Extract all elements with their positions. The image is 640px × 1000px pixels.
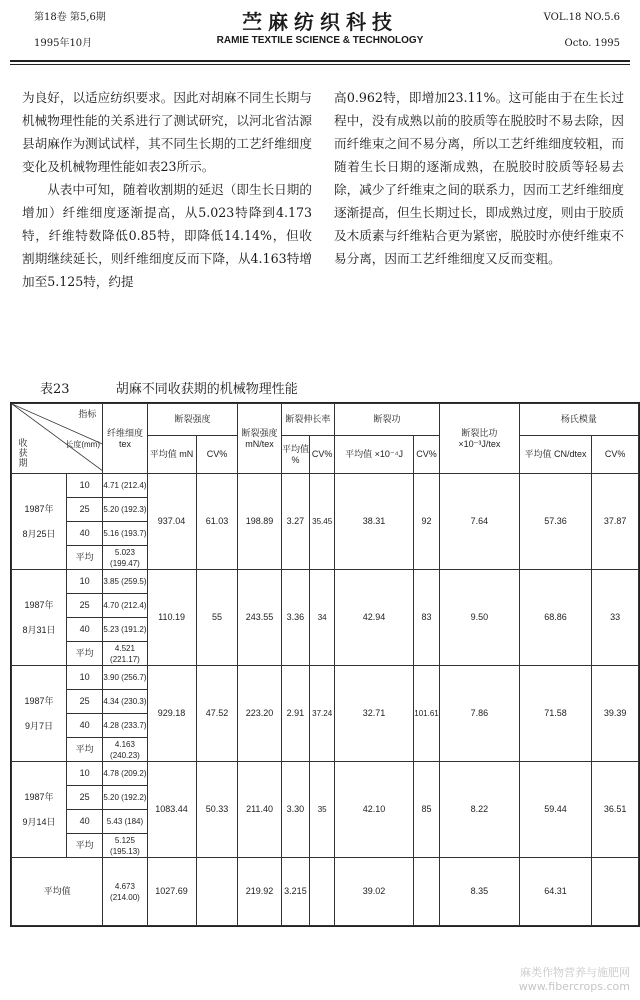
volume-cn: 第18卷 第5,6期	[34, 12, 106, 23]
tenacity-cell: 223.20	[238, 666, 281, 762]
left-paragraph-2: 从表中可知，随着收割期的延迟（即生长日期的增加）纤维细度逐渐提高，从5.023特降到4.173特，纤维特数降低0.85特，即降低14.14%，但收割期继续延长，则纤维细度反而下降，从4.163特增加至5.125特，约提	[22, 182, 312, 289]
site-watermark	[519, 966, 630, 994]
fineness-cell: 4.70 (212.4)	[103, 594, 147, 618]
elong-avg-cell: 3.30	[281, 762, 310, 858]
left-column	[22, 86, 312, 293]
right-paragraph-1: 高0.962特，即增加23.11%。这可能由于在生长过程中，没有成熟以前的胶质等在脱胶时不易去除，因而纤维束之间不易分离，所以工艺纤维细度较粗，而随着生长日期的逐渐成熟，在脱胶时胶质等轻易去除，减少了纤维束之间的联系力，因而工艺纤维细度逐渐提高，但生长期过长，即成熟过度，则由于胶质及木质素与纤维粘合更为紧密，脱胶时亦使纤维束不易分离，因而工艺纤维细度又反而变粗。	[334, 90, 624, 266]
fineness-cell: 5.23 (191.2)	[103, 618, 147, 642]
length-cell: 10	[66, 762, 102, 786]
work-avg-cell: 32.71	[335, 666, 414, 762]
table-title: 胡麻不同收获期的机械物理性能	[115, 382, 298, 397]
length-cell: 平均	[66, 738, 102, 762]
table-caption	[40, 378, 298, 397]
modulus-cv-cell: 39.39	[592, 666, 639, 762]
sub-elong-cv: CV%	[310, 436, 335, 474]
journal-header	[0, 0, 640, 60]
tenacity-cell: 198.89	[238, 474, 281, 570]
strength-cv-cell: 47.52	[196, 666, 238, 762]
length-cell: 40	[66, 522, 102, 546]
table-row	[12, 666, 639, 690]
tenacity-cell: 211.40	[238, 762, 281, 858]
length-cell: 平均	[66, 834, 102, 858]
fineness-cell: 4.34 (230.3)	[103, 690, 147, 714]
fineness-cell: 5.43 (184)	[103, 810, 147, 834]
table-row	[12, 762, 639, 786]
fineness-cell: 4.521 (221.17)	[103, 642, 147, 666]
fineness-cell: 5.20 (192.2)	[103, 786, 147, 810]
left-paragraph-1: 为良好，以适应纺织要求。因此对胡麻不同生长期与机械物理性能的关系进行了测试研究，以河北省沽源县胡麻作为测试试样，其不同生长期的工艺纤维细度变化及机械物理性能如表23所示。	[22, 90, 312, 174]
data-table-frame	[10, 402, 640, 927]
elong-cv-cell: 35.45	[310, 474, 335, 570]
journal-name-cn: 苎麻纺织科技	[242, 10, 398, 34]
data-table	[11, 403, 639, 926]
table-row	[12, 474, 639, 498]
corner-harvest: 收获期	[18, 438, 28, 468]
overall-label: 平均值	[12, 858, 103, 926]
overall-row	[12, 858, 639, 926]
strength-avg-cell: 937.04	[147, 474, 196, 570]
journal-name-en: RAMIE TEXTILE SCIENCE & TECHNOLOGY	[216, 35, 424, 46]
elong-cv-cell: 35	[310, 762, 335, 858]
fineness-cell: 5.16 (193.7)	[103, 522, 147, 546]
modulus-cv-cell: 37.87	[592, 474, 639, 570]
elong-avg-cell: 2.91	[281, 666, 310, 762]
length-cell: 40	[66, 810, 102, 834]
overall-fineness: 4.673 (214.00)	[103, 858, 147, 926]
length-cell: 25	[66, 786, 102, 810]
strength-cv-cell: 50.33	[196, 762, 238, 858]
elong-avg-cell: 3.27	[281, 474, 310, 570]
table-corner-header	[12, 404, 103, 474]
fineness-cell: 4.71 (212.4)	[103, 474, 147, 498]
strength-avg-cell: 929.18	[147, 666, 196, 762]
length-cell: 25	[66, 690, 102, 714]
harvest-period: 1987年 9月7日	[12, 666, 67, 762]
work-avg-cell: 42.94	[335, 570, 414, 666]
overall-work-cv	[414, 858, 440, 926]
fineness-cell: 4.28 (233.7)	[103, 714, 147, 738]
overall-work-avg: 39.02	[335, 858, 414, 926]
header-rule	[10, 60, 630, 62]
sub-modulus-avg: 平均值 CN/dtex	[519, 436, 592, 474]
modulus-cv-cell: 36.51	[592, 762, 639, 858]
length-cell: 40	[66, 714, 102, 738]
modulus-avg-cell: 59.44	[519, 762, 592, 858]
specific-work-cell: 7.86	[440, 666, 520, 762]
modulus-cv-cell: 33	[592, 570, 639, 666]
strength-cv-cell: 61.03	[196, 474, 238, 570]
corner-indicator: 指标	[78, 409, 97, 419]
fineness-cell: 5.20 (192.3)	[103, 498, 147, 522]
overall-strength-avg: 1027.69	[147, 858, 196, 926]
modulus-avg-cell: 71.58	[519, 666, 592, 762]
sub-modulus-cv: CV%	[592, 436, 639, 474]
modulus-avg-cell: 68.86	[519, 570, 592, 666]
fineness-cell: 5.125 (195.13)	[103, 834, 147, 858]
work-cv-cell: 92	[414, 474, 440, 570]
fineness-cell: 4.78 (209.2)	[103, 762, 147, 786]
length-cell: 40	[66, 618, 102, 642]
elong-cv-cell: 34	[310, 570, 335, 666]
length-cell: 10	[66, 666, 102, 690]
elong-cv-cell: 37.24	[310, 666, 335, 762]
length-cell: 25	[66, 594, 102, 618]
overall-strength-cv	[196, 858, 238, 926]
overall-elong-cv	[310, 858, 335, 926]
sub-work-cv: CV%	[414, 436, 440, 474]
col-elongation: 断裂伸长率	[281, 404, 334, 436]
elong-avg-cell: 3.36	[281, 570, 310, 666]
harvest-period: 1987年 9月14日	[12, 762, 67, 858]
date-en: Octo. 1995	[564, 38, 620, 49]
overall-modulus-avg: 64.31	[519, 858, 592, 926]
watermark-line-1: 麻类作物营养与施肥网	[520, 966, 630, 979]
col-break-strength: 断裂强度	[147, 404, 238, 436]
sub-strength-avg: 平均值 mN	[147, 436, 196, 474]
modulus-avg-cell: 57.36	[519, 474, 592, 570]
col-break-work: 断裂功	[335, 404, 440, 436]
sub-strength-cv: CV%	[196, 436, 238, 474]
strength-avg-cell: 110.19	[147, 570, 196, 666]
work-cv-cell: 85	[414, 762, 440, 858]
header-rule-thin	[10, 64, 630, 65]
col-fineness: 纤维细度 tex	[103, 404, 147, 474]
fineness-cell: 5.023 (199.47)	[103, 546, 147, 570]
watermark-line-2: www.fibercrops.com	[518, 980, 630, 993]
strength-avg-cell: 1083.44	[147, 762, 196, 858]
length-cell: 平均	[66, 642, 102, 666]
work-avg-cell: 38.31	[335, 474, 414, 570]
sub-elong-avg: 平均值 %	[281, 436, 310, 474]
sub-work-avg: 平均值 ×10⁻⁴J	[335, 436, 414, 474]
overall-specific-work: 8.35	[440, 858, 520, 926]
work-cv-cell: 83	[414, 570, 440, 666]
length-cell: 25	[66, 498, 102, 522]
col-modulus: 杨氏模量	[519, 404, 638, 436]
overall-elong-avg: 3.215	[281, 858, 310, 926]
work-cv-cell: 101.61	[414, 666, 440, 762]
col-specific-work: 断裂比功 ×10⁻³J/tex	[440, 404, 520, 474]
date-cn: 1995年10月	[34, 38, 93, 49]
tenacity-cell: 243.55	[238, 570, 281, 666]
fineness-cell: 3.85 (259.5)	[103, 570, 147, 594]
work-avg-cell: 42.10	[335, 762, 414, 858]
corner-length: 长度(mm)	[65, 440, 100, 449]
harvest-period: 1987年 8月25日	[12, 474, 67, 570]
harvest-period: 1987年 8月31日	[12, 570, 67, 666]
strength-cv-cell: 55	[196, 570, 238, 666]
length-cell: 10	[66, 474, 102, 498]
table-label: 表23	[40, 382, 70, 397]
volume-en: VOL.18 NO.5.6	[543, 12, 620, 23]
fineness-cell: 3.90 (256.7)	[103, 666, 147, 690]
length-cell: 平均	[66, 546, 102, 570]
table-row	[12, 570, 639, 594]
right-column	[334, 86, 624, 270]
specific-work-cell: 7.64	[440, 474, 520, 570]
fineness-cell: 4.163 (240.23)	[103, 738, 147, 762]
specific-work-cell: 8.22	[440, 762, 520, 858]
overall-tenacity: 219.92	[238, 858, 281, 926]
specific-work-cell: 9.50	[440, 570, 520, 666]
overall-modulus-cv	[592, 858, 639, 926]
col-break-tenacity: 断裂强度 mN/tex	[238, 404, 281, 474]
length-cell: 10	[66, 570, 102, 594]
